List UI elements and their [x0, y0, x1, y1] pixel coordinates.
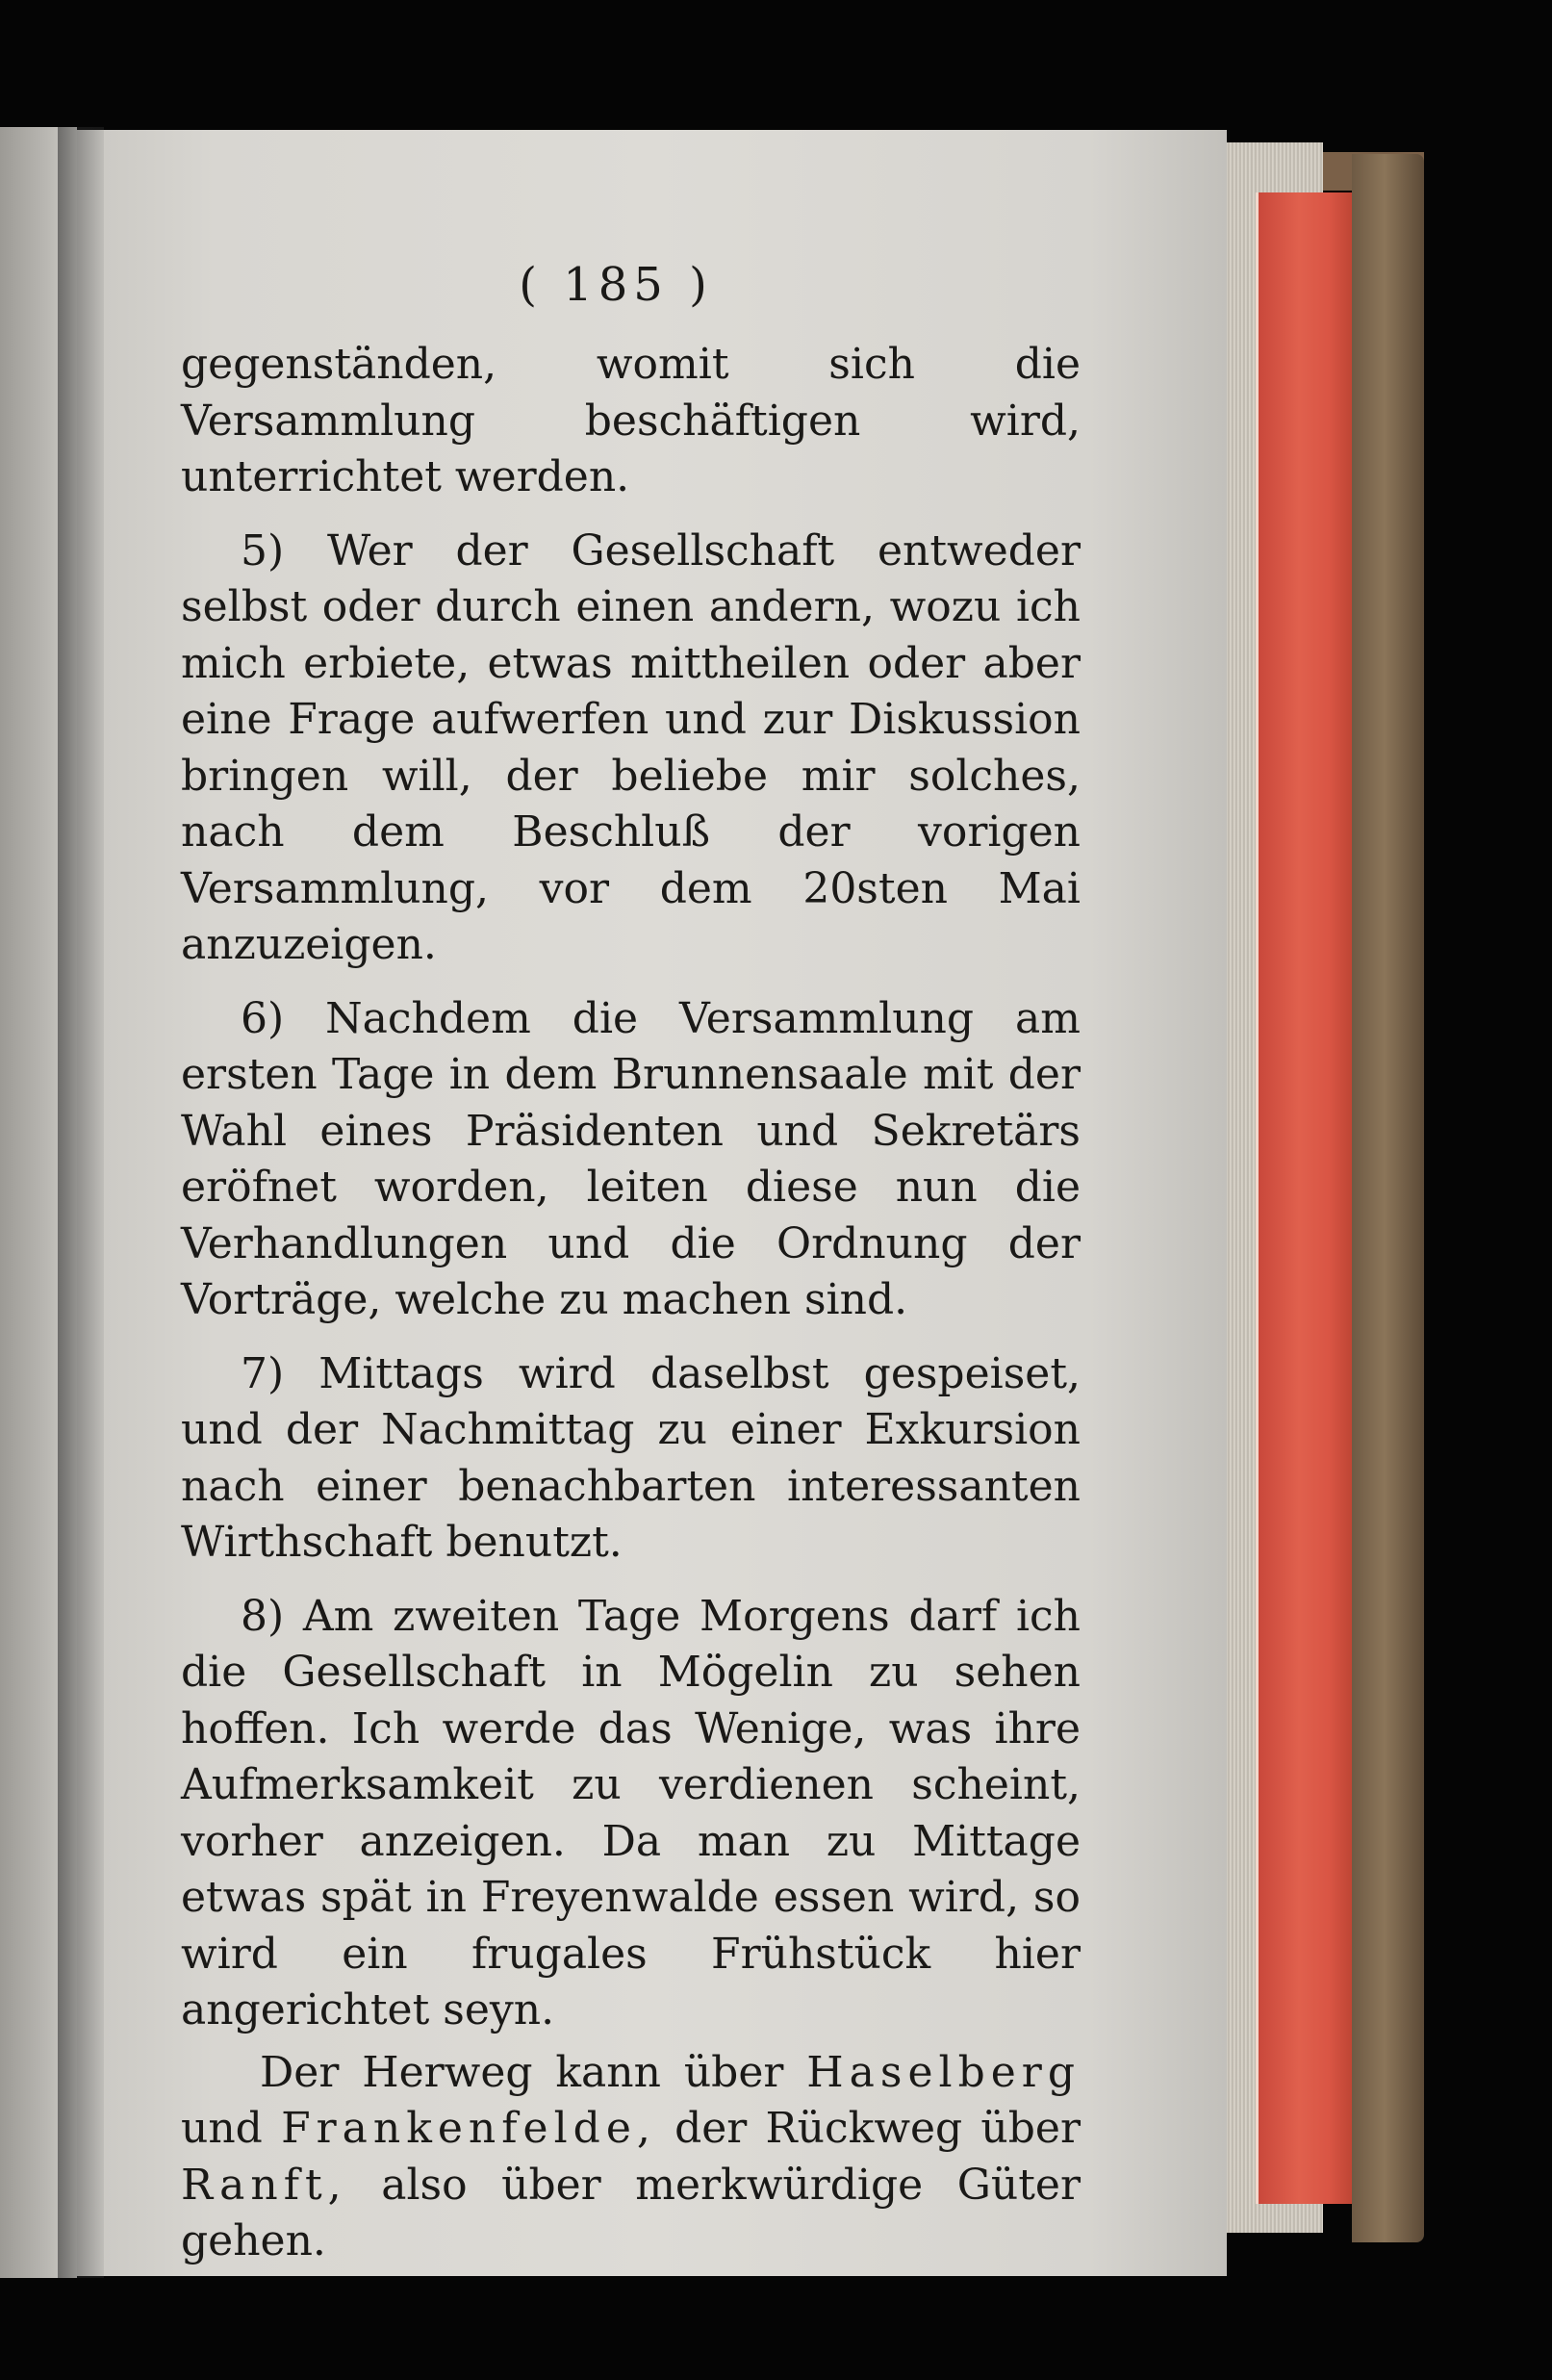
route-end: also über merkwürdige Güter gehen. [181, 2160, 1081, 2265]
page-number: ( 185 ) [519, 258, 713, 312]
red-page-edge [1256, 192, 1360, 2204]
place-haselberg: Haselberg [806, 2047, 1081, 2097]
route-intro: Der Herweg kann über [260, 2047, 784, 2097]
page-text [181, 337, 1081, 2270]
route-and: und [181, 2104, 263, 2153]
paragraph-continuation: gegenständen, womit sich die Versammlung beschäftigen wird, unterrichtet werden. [181, 340, 1081, 501]
book-cover [1352, 154, 1424, 2242]
gutter-shadow [58, 127, 104, 2278]
paragraph-7: 7) Mittags wird daselbst gespeiset, und der Nachmittag zu einer Exkursion nach einer benachbarten interessanten Wirthschaft benutzt. [181, 1348, 1081, 1567]
paragraph-route [181, 2045, 1081, 2270]
paragraph-5: 5) Wer der Gesellschaft entweder selbst oder durch einen andern, wozu ich mich erbiete, etwas mittheilen oder aber eine Frage aufwerfen und zur Diskussion bringen will, der beliebe mir solches, nach dem Beschluß der vorigen Versammlung, vor dem 20sten Mai anzuzeigen. [181, 525, 1081, 969]
place-ranft: Ranft, [181, 2160, 347, 2210]
paragraph-6: 6) Nachdem die Versammlung am ersten Tage in dem Brunnensaale mit der Wahl eines Präsidenten und Sekretärs eröfnet worden, leiten diese nun die Verhandlungen und die Ordnung der Vorträge, welche zu machen sind. [181, 993, 1081, 1324]
paragraph-8: 8) Am zweiten Tage Morgens darf ich die Gesellschaft in Mögelin zu sehen hoffen. Ich werde das Wenige, was ihre Aufmerksamkeit zu verdienen scheint, vorher anzeigen. Da man zu Mittage etwas spät in Freyenwalde essen wird, so wird ein frugales Frühstück hier angerichtet seyn. [181, 1591, 1081, 2035]
route-return: der Rückweg über [674, 2104, 1081, 2153]
place-frankenfelde: Frankenfelde, [281, 2104, 656, 2153]
